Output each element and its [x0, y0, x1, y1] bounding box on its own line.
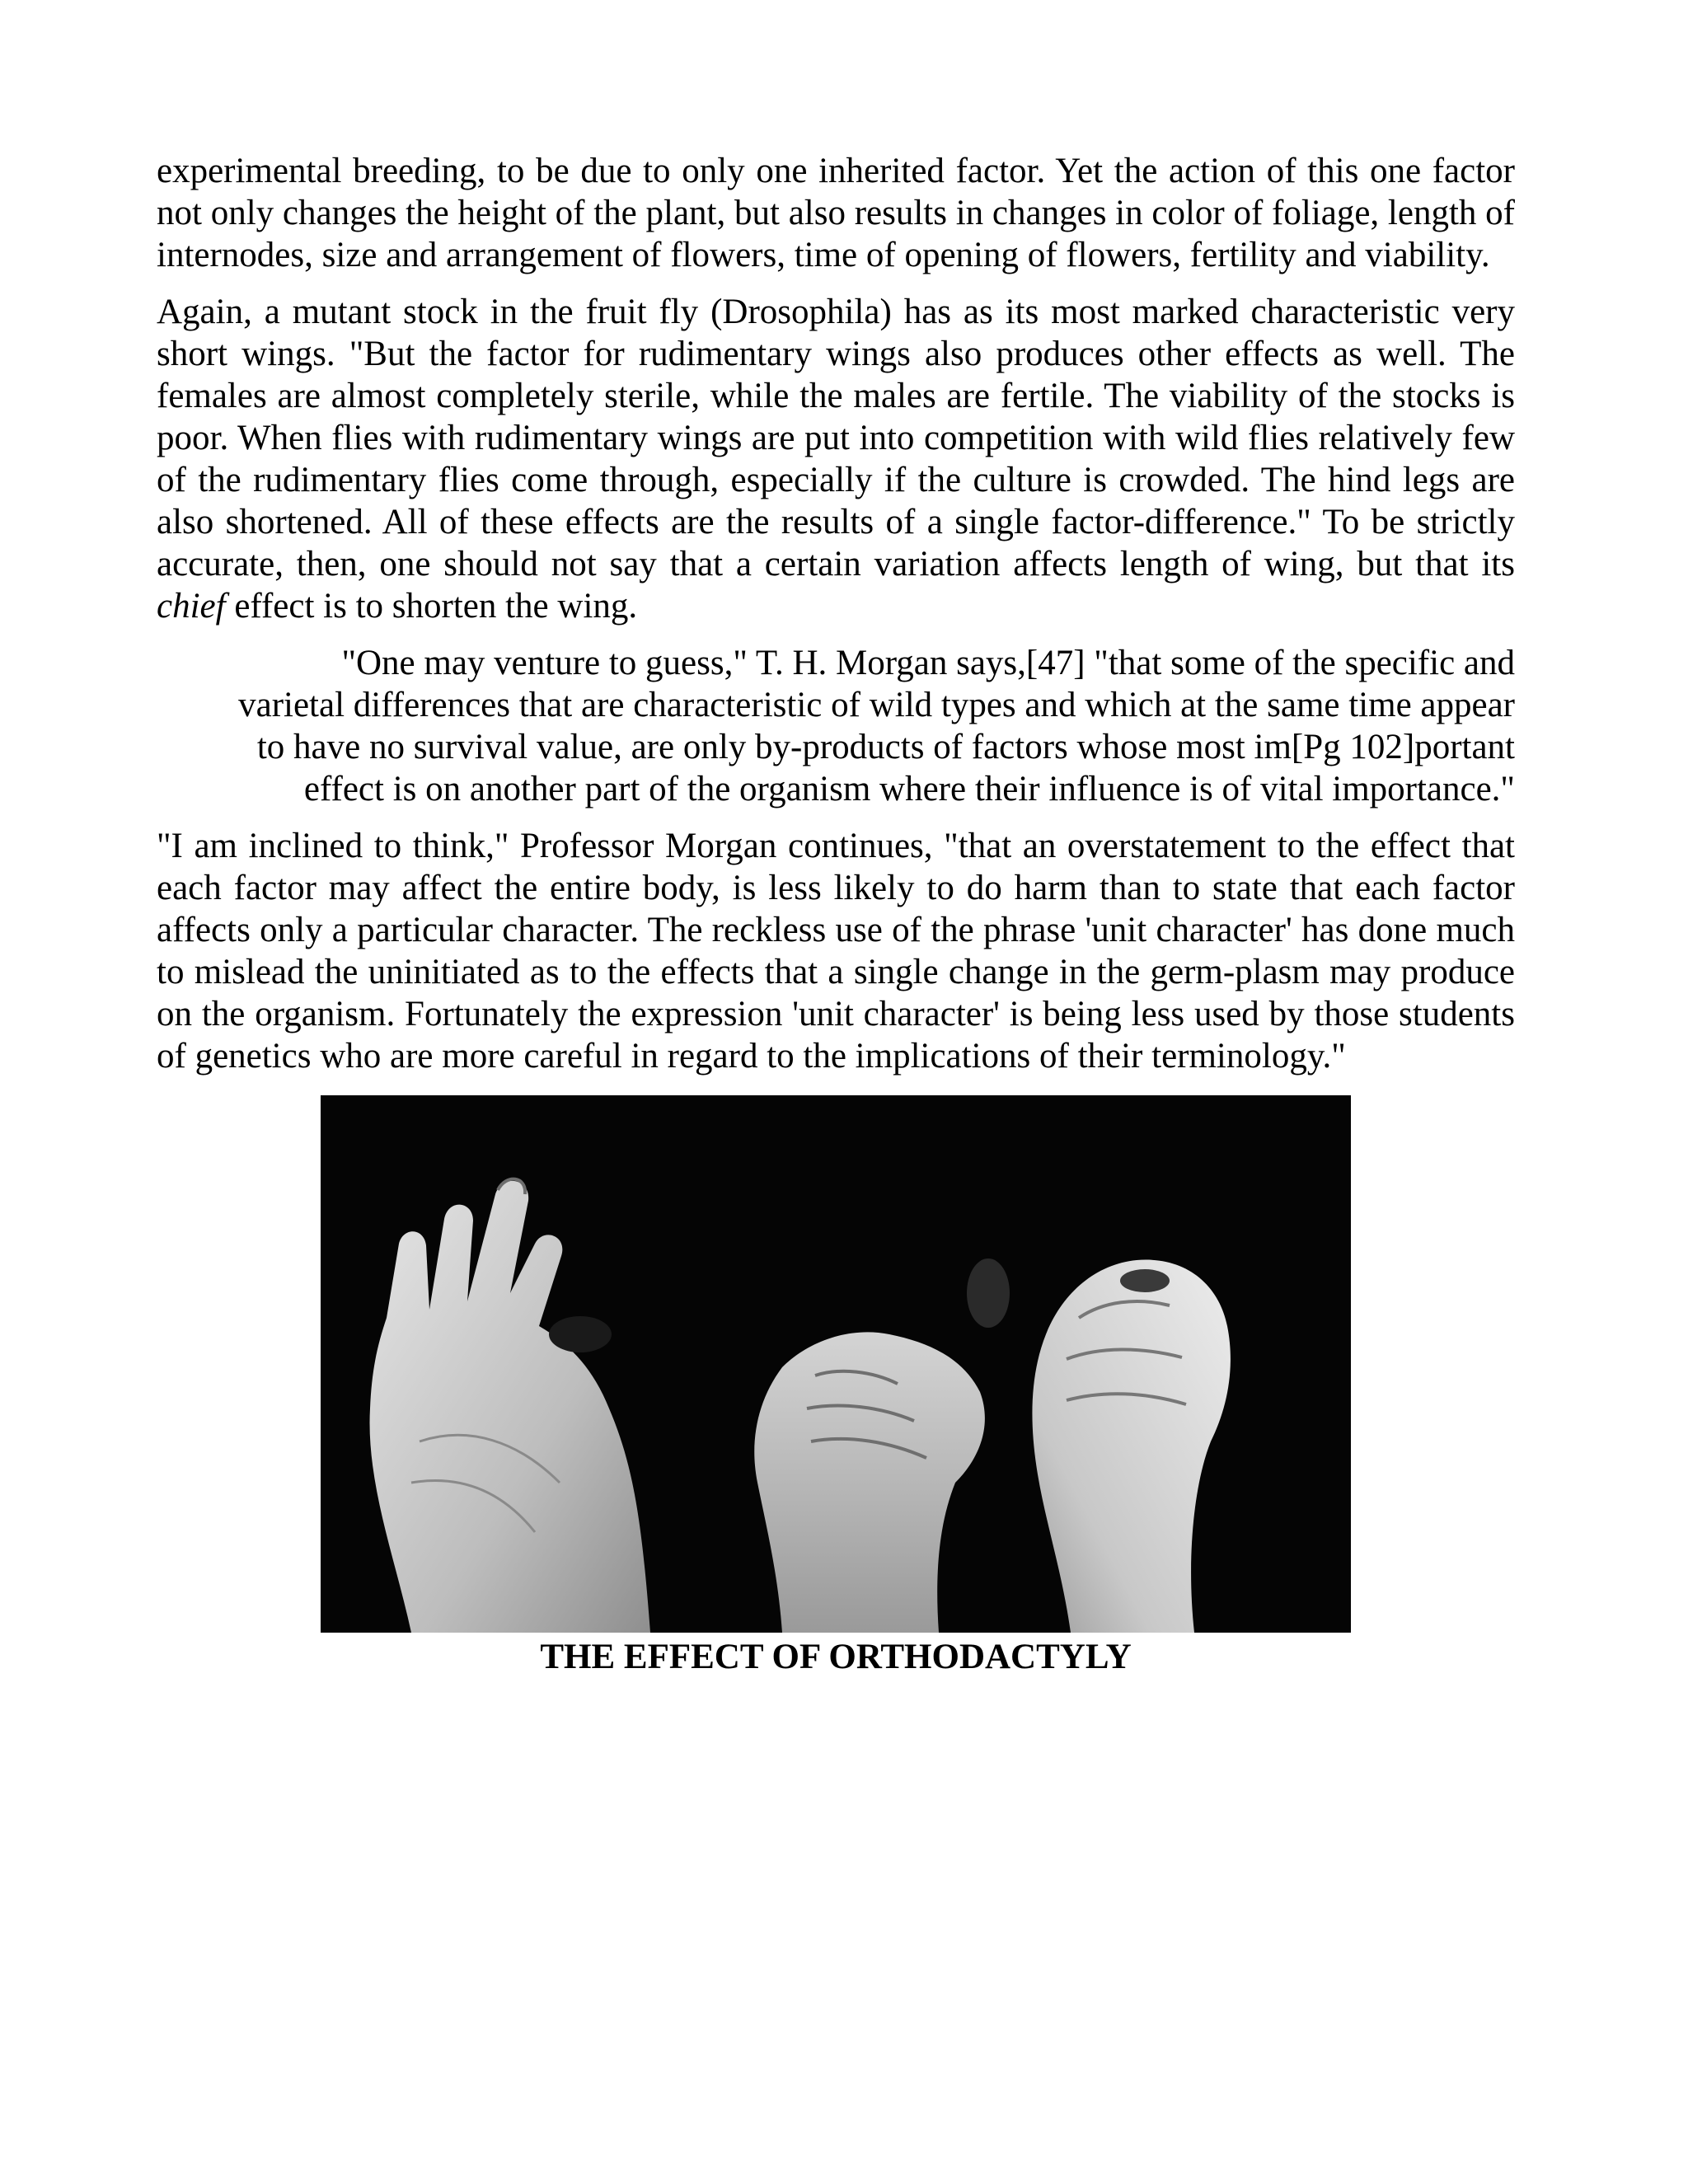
paragraph-drosophila: [157, 291, 1515, 627]
figure-caption: THE EFFECT OF ORTHODACTYLY: [540, 1638, 1132, 1676]
paragraph-unit-character: "I am inclined to think," Professor Morgan continues, "that an overstatement to the effect that each factor may affect the entire body, is less likely to do harm than to state that each factor affects only a particular character. The reckless use of the phrase 'unit character' has done much to mislead the uninitiated as to the effects that a single change in the germ-plasm may produce on the organism. Fortunately the expression 'unit character' is being less used by those students of genetics who are more careful in regard to the implications of their terminology.": [157, 827, 1515, 1076]
morgan-quote: "One may venture to guess," T. H. Morgan says,[47] "that some of the specific and varietal differences that are characteristic of wild types and which at the same time appear to have no survival value, are only by-products of factors whose most im[Pg 102]portant effect is on another part of the organism where their influence is of vital importance.": [238, 644, 1515, 808]
paragraph-drosophila-text: Again, a mutant stock in the fruit fly (Drosophila) has as its most marked characteristic very short wings. "But the factor for rudimentary wings also produces other effects as well. The females are almost completely sterile, while the males are fertile. The viability of the stocks is poor. When flies with rudimentary wings are put into competition with wild flies relatively few of the rudimentary flies come through, especially if the culture is crowded. The hind legs are also shortened. All of these effects are the results of a single factor-difference." To be strictly accurate, then, one should not say that a certain variation affects length of wing, but that its: [157, 293, 1515, 583]
emphasis-chief: chief: [157, 587, 226, 626]
paragraph-plant-factor: experimental breeding, to be due to only one inherited factor. Yet the action of this one factor not only changes the height of the plant, but also results in changes in color of foliage, length of internodes, size and arrangement of flowers, time of opening of flowers, fertility and viability.: [157, 152, 1515, 274]
figure-orthodactyly: [157, 1095, 1515, 1678]
paragraph-drosophila-end: effect is to shorten the wing.: [225, 587, 638, 626]
hands-photograph: [321, 1095, 1351, 1633]
document-page: [157, 150, 1515, 1678]
